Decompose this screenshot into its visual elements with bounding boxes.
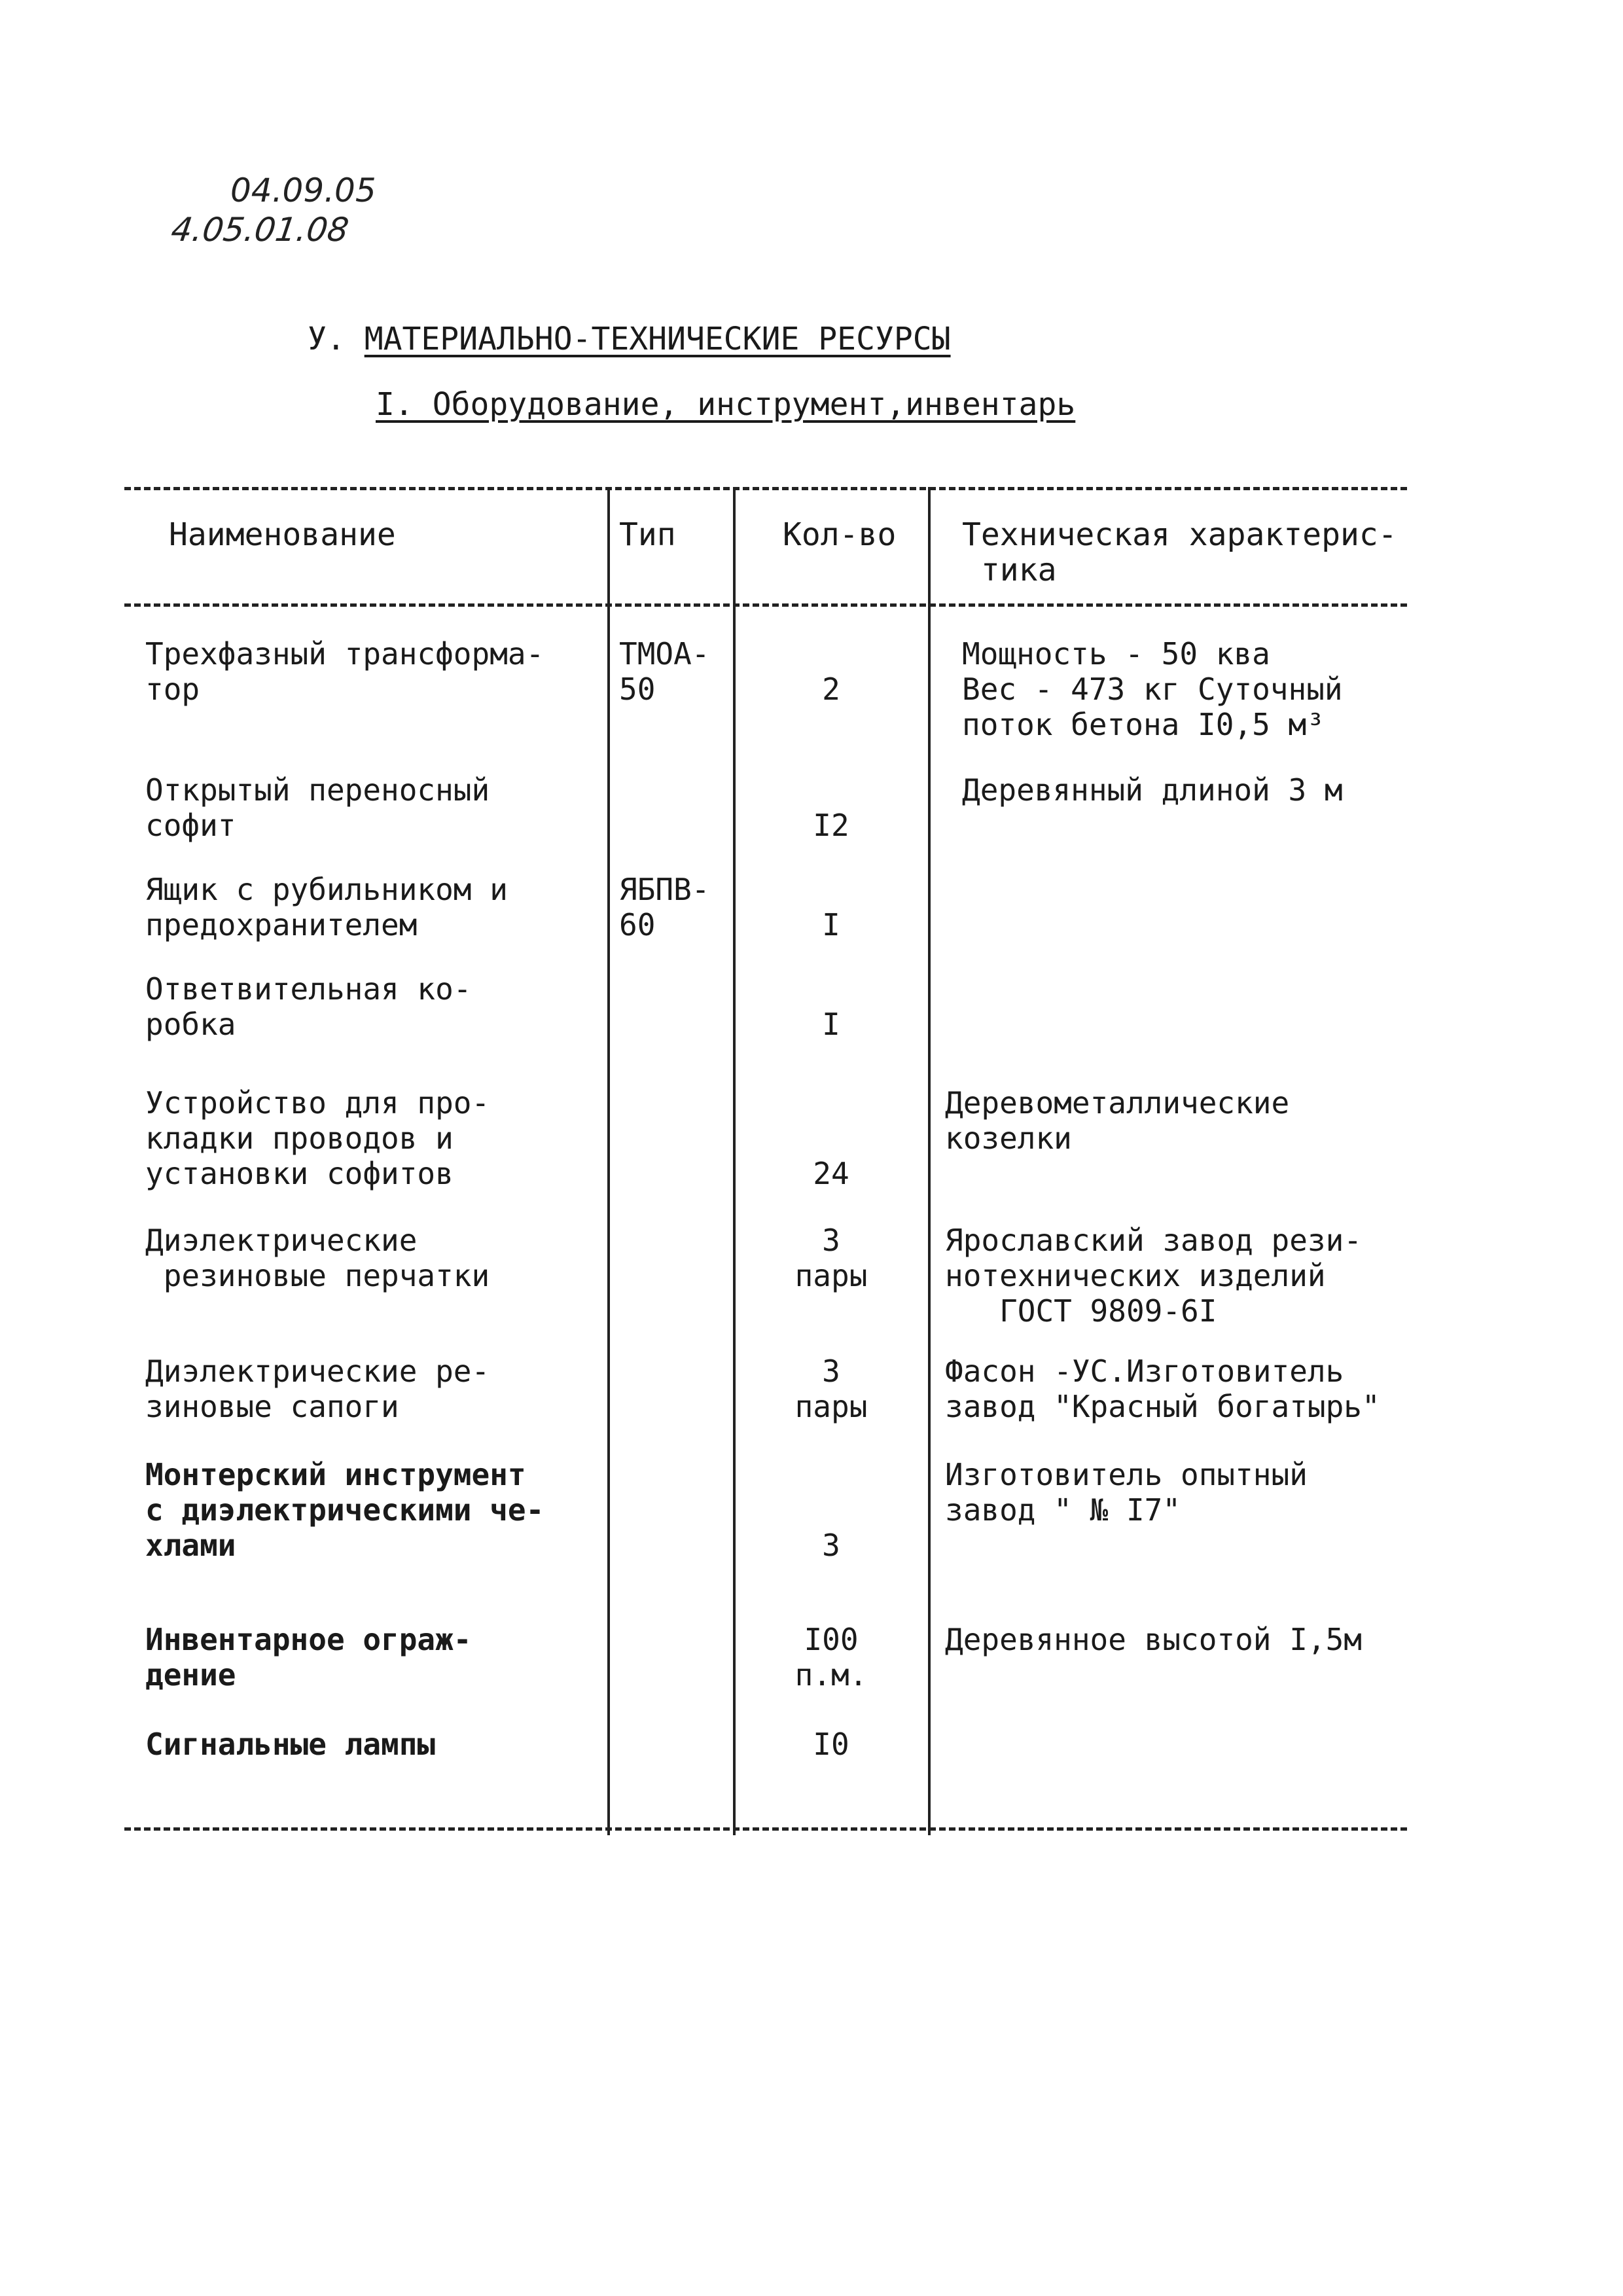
table-cell-qty: I00 п.м. [794,1622,868,1693]
header-name: Наименование [169,516,396,553]
table-cell-name: Инвентарное ограж- дение [145,1622,472,1693]
table-cell-type: ТМОА- 50 [619,636,710,707]
table-cell-name: Монтерский инструмент с диэлектрическими че- хлами [145,1457,544,1563]
table-cell-spec: Изготовитель опытный завод " № I7" [945,1457,1308,1528]
table-cell-spec: Фасон -УС.Изготовитель завод "Красный богатырь" [945,1354,1380,1424]
table-cell-qty: 3 пары [794,1223,868,1293]
table-cell-name: Трехфазный трансформа- тор [145,636,544,707]
table-cell-qty: 24 [813,1156,849,1191]
header-spec: Техническая характерис- тика [962,516,1397,588]
table-cell-qty: I2 [813,808,849,843]
table-cell-name: Открытый переносный софит [145,772,490,843]
table-cell-spec: Деревянный длиной 3 м [962,772,1343,808]
table-cell-qty: I0 [813,1727,849,1762]
table-cell-qty: I [822,907,840,942]
table-cell-name: Устройство для про- кладки проводов и установки софитов [145,1085,490,1191]
table-top-rule [124,487,1407,490]
table-cell-spec: Мощность - 50 ква Вес - 473 кг Суточный поток бетона I0,5 м³ [962,636,1343,742]
table-cell-name: Ответвительная ко- робка [145,971,472,1042]
table-cell-spec: Деревометаллические козелки [945,1085,1290,1156]
table-cell-name: Диэлектрические ре- зиновые сапоги [145,1354,490,1424]
table-cell-spec: Ярославский завод рези- нотехнических изделий ГОСТ 9809-6I [945,1223,1362,1329]
column-divider [928,487,931,1835]
column-divider [607,487,610,1835]
section-title [308,321,951,357]
header-qty: Кол-во [783,516,897,553]
table-cell-qty: 2 [822,672,840,707]
table-cell-type: ЯБПВ- 60 [619,872,710,942]
table-cell-name: Диэлектрические резиновые перчатки [145,1223,490,1293]
table-header-rule [124,603,1407,607]
table-cell-name: Ящик с рубильником и предохранителем [145,872,508,942]
section-subtitle: I. Оборудование, инструмент,инвентарь [376,386,1076,423]
section-number: У. [308,321,346,357]
section-title-text: МАТЕРИАЛЬНО-ТЕХНИЧЕСКИЕ РЕСУРСЫ [364,321,951,357]
table-cell-name: Сигнальные лампы [145,1727,436,1762]
column-divider [733,487,736,1835]
table-bottom-rule [124,1827,1407,1831]
table-cell-qty: 3 пары [794,1354,868,1424]
handwritten-code-2: 4.05.01.08 [168,211,351,249]
table-cell-spec: Деревянное высотой I,5м [945,1622,1362,1657]
handwritten-code-1: 04.09.05 [230,171,376,209]
table-cell-qty: 3 [822,1528,840,1563]
header-type: Тип [619,516,676,553]
table-cell-qty: I [822,1007,840,1042]
